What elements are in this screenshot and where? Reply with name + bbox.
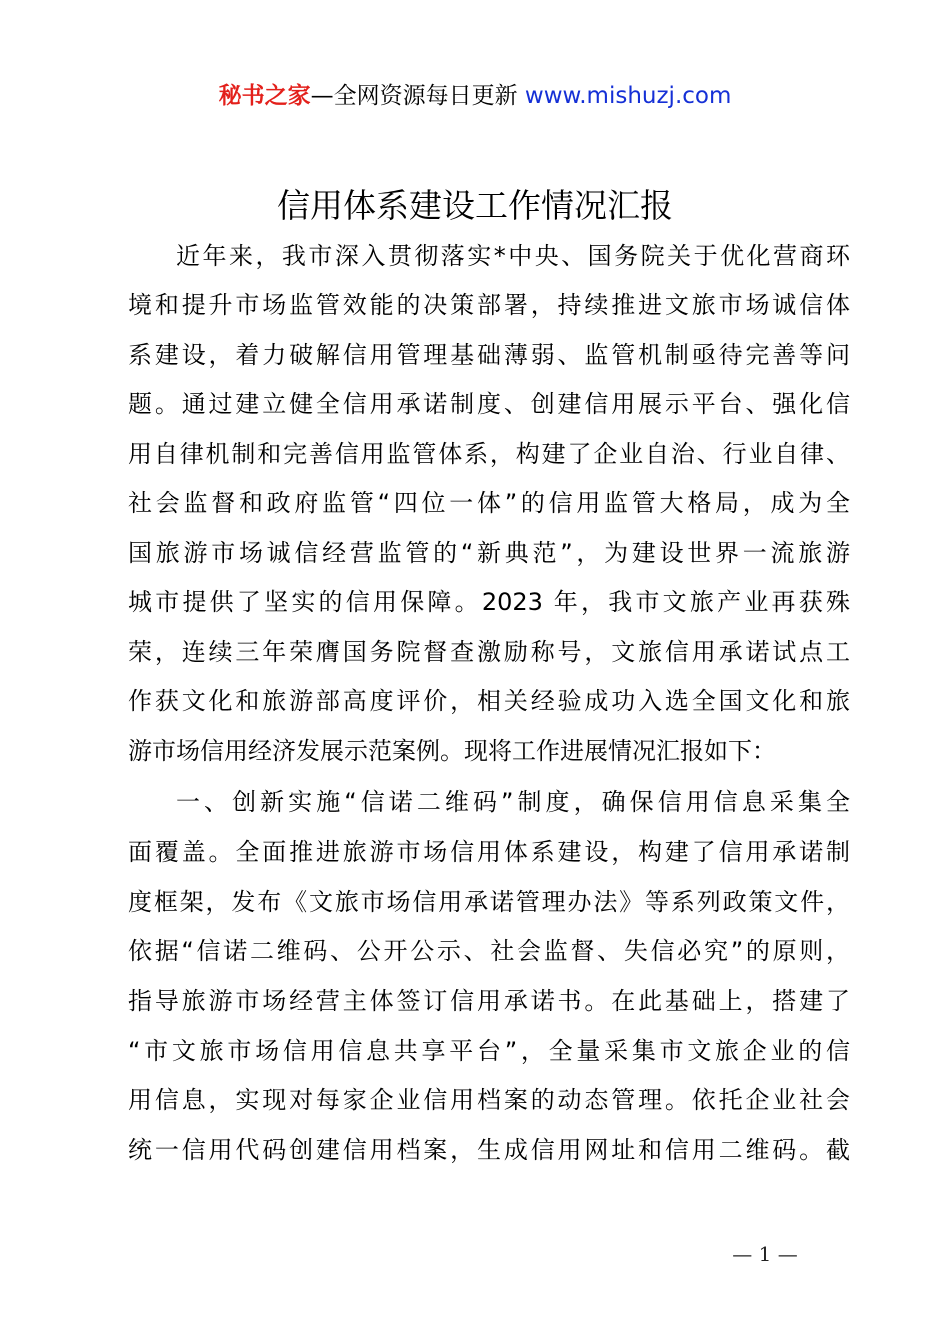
paragraph-line: 一、创新实施“信诺二维码”制度，确保信用信息采集全 bbox=[176, 788, 850, 816]
paragraph-line: “市文旅市场信用信息共享平台”，全量采集市文旅企业的信 bbox=[128, 1037, 850, 1065]
paragraph-line: 系建设，着力破解信用管理基础薄弱、监管机制亟待完善等问 bbox=[128, 341, 850, 369]
paragraph-line: 指导旅游市场经营主体签订信用承诺书。在此基础上，搭建了 bbox=[128, 987, 850, 1015]
paragraph-line: 近年来，我市深入贯彻落实*中央、国务院关于优化营商环 bbox=[176, 242, 850, 270]
paragraph-line: 度框架，发布《文旅市场信用承诺管理办法》等系列政策文件， bbox=[128, 888, 850, 916]
document-title: 信用体系建设工作情况汇报 bbox=[277, 186, 673, 225]
paragraph-line: 题。通过建立健全信用承诺制度、创建信用展示平台、强化信 bbox=[128, 390, 850, 418]
paragraph-line: 社会监督和政府监管“四位一体”的信用监管大格局，成为全 bbox=[128, 489, 850, 517]
site-header bbox=[0, 80, 950, 112]
paragraph-line: 境和提升市场监管效能的决策部署，持续推进文旅市场诚信体 bbox=[128, 291, 850, 319]
paragraph-line: 统一信用代码创建信用档案，生成信用网址和信用二维码。截 bbox=[128, 1136, 850, 1164]
page-number: — 1 — bbox=[732, 1242, 798, 1266]
paragraph-line: 用信息，实现对每家企业信用档案的动态管理。依托企业社会 bbox=[128, 1086, 850, 1114]
paragraph-line: 荣，连续三年荣膺国务院督查激励称号，文旅信用承诺试点工 bbox=[128, 638, 850, 666]
paragraph-line: 依据“信诺二维码、公开公示、社会监督、失信必究”的原则， bbox=[128, 937, 850, 965]
header-tagline: —全网资源每日更新 bbox=[310, 83, 518, 109]
paragraph-line: 面覆盖。全面推进旅游市场信用体系建设，构建了信用承诺制 bbox=[128, 838, 850, 866]
paragraph-line: 城市提供了坚实的信用保障。2023 年，我市文旅产业再获殊 bbox=[128, 588, 850, 616]
paragraph-line: 用自律机制和完善信用监管体系，构建了企业自治、行业自律、 bbox=[128, 440, 850, 468]
site-url-link[interactable]: www.mishuzj.com bbox=[524, 83, 732, 109]
brand-name: 秘书之家 bbox=[218, 83, 311, 109]
paragraph-line: 游市场信用经济发展示范案例。现将工作进展情况汇报如下： bbox=[128, 737, 776, 765]
paragraph-line: 国旅游市场诚信经营监管的“新典范”，为建设世界一流旅游 bbox=[128, 539, 850, 567]
paragraph-line: 作获文化和旅游部高度评价，相关经验成功入选全国文化和旅 bbox=[128, 687, 850, 715]
